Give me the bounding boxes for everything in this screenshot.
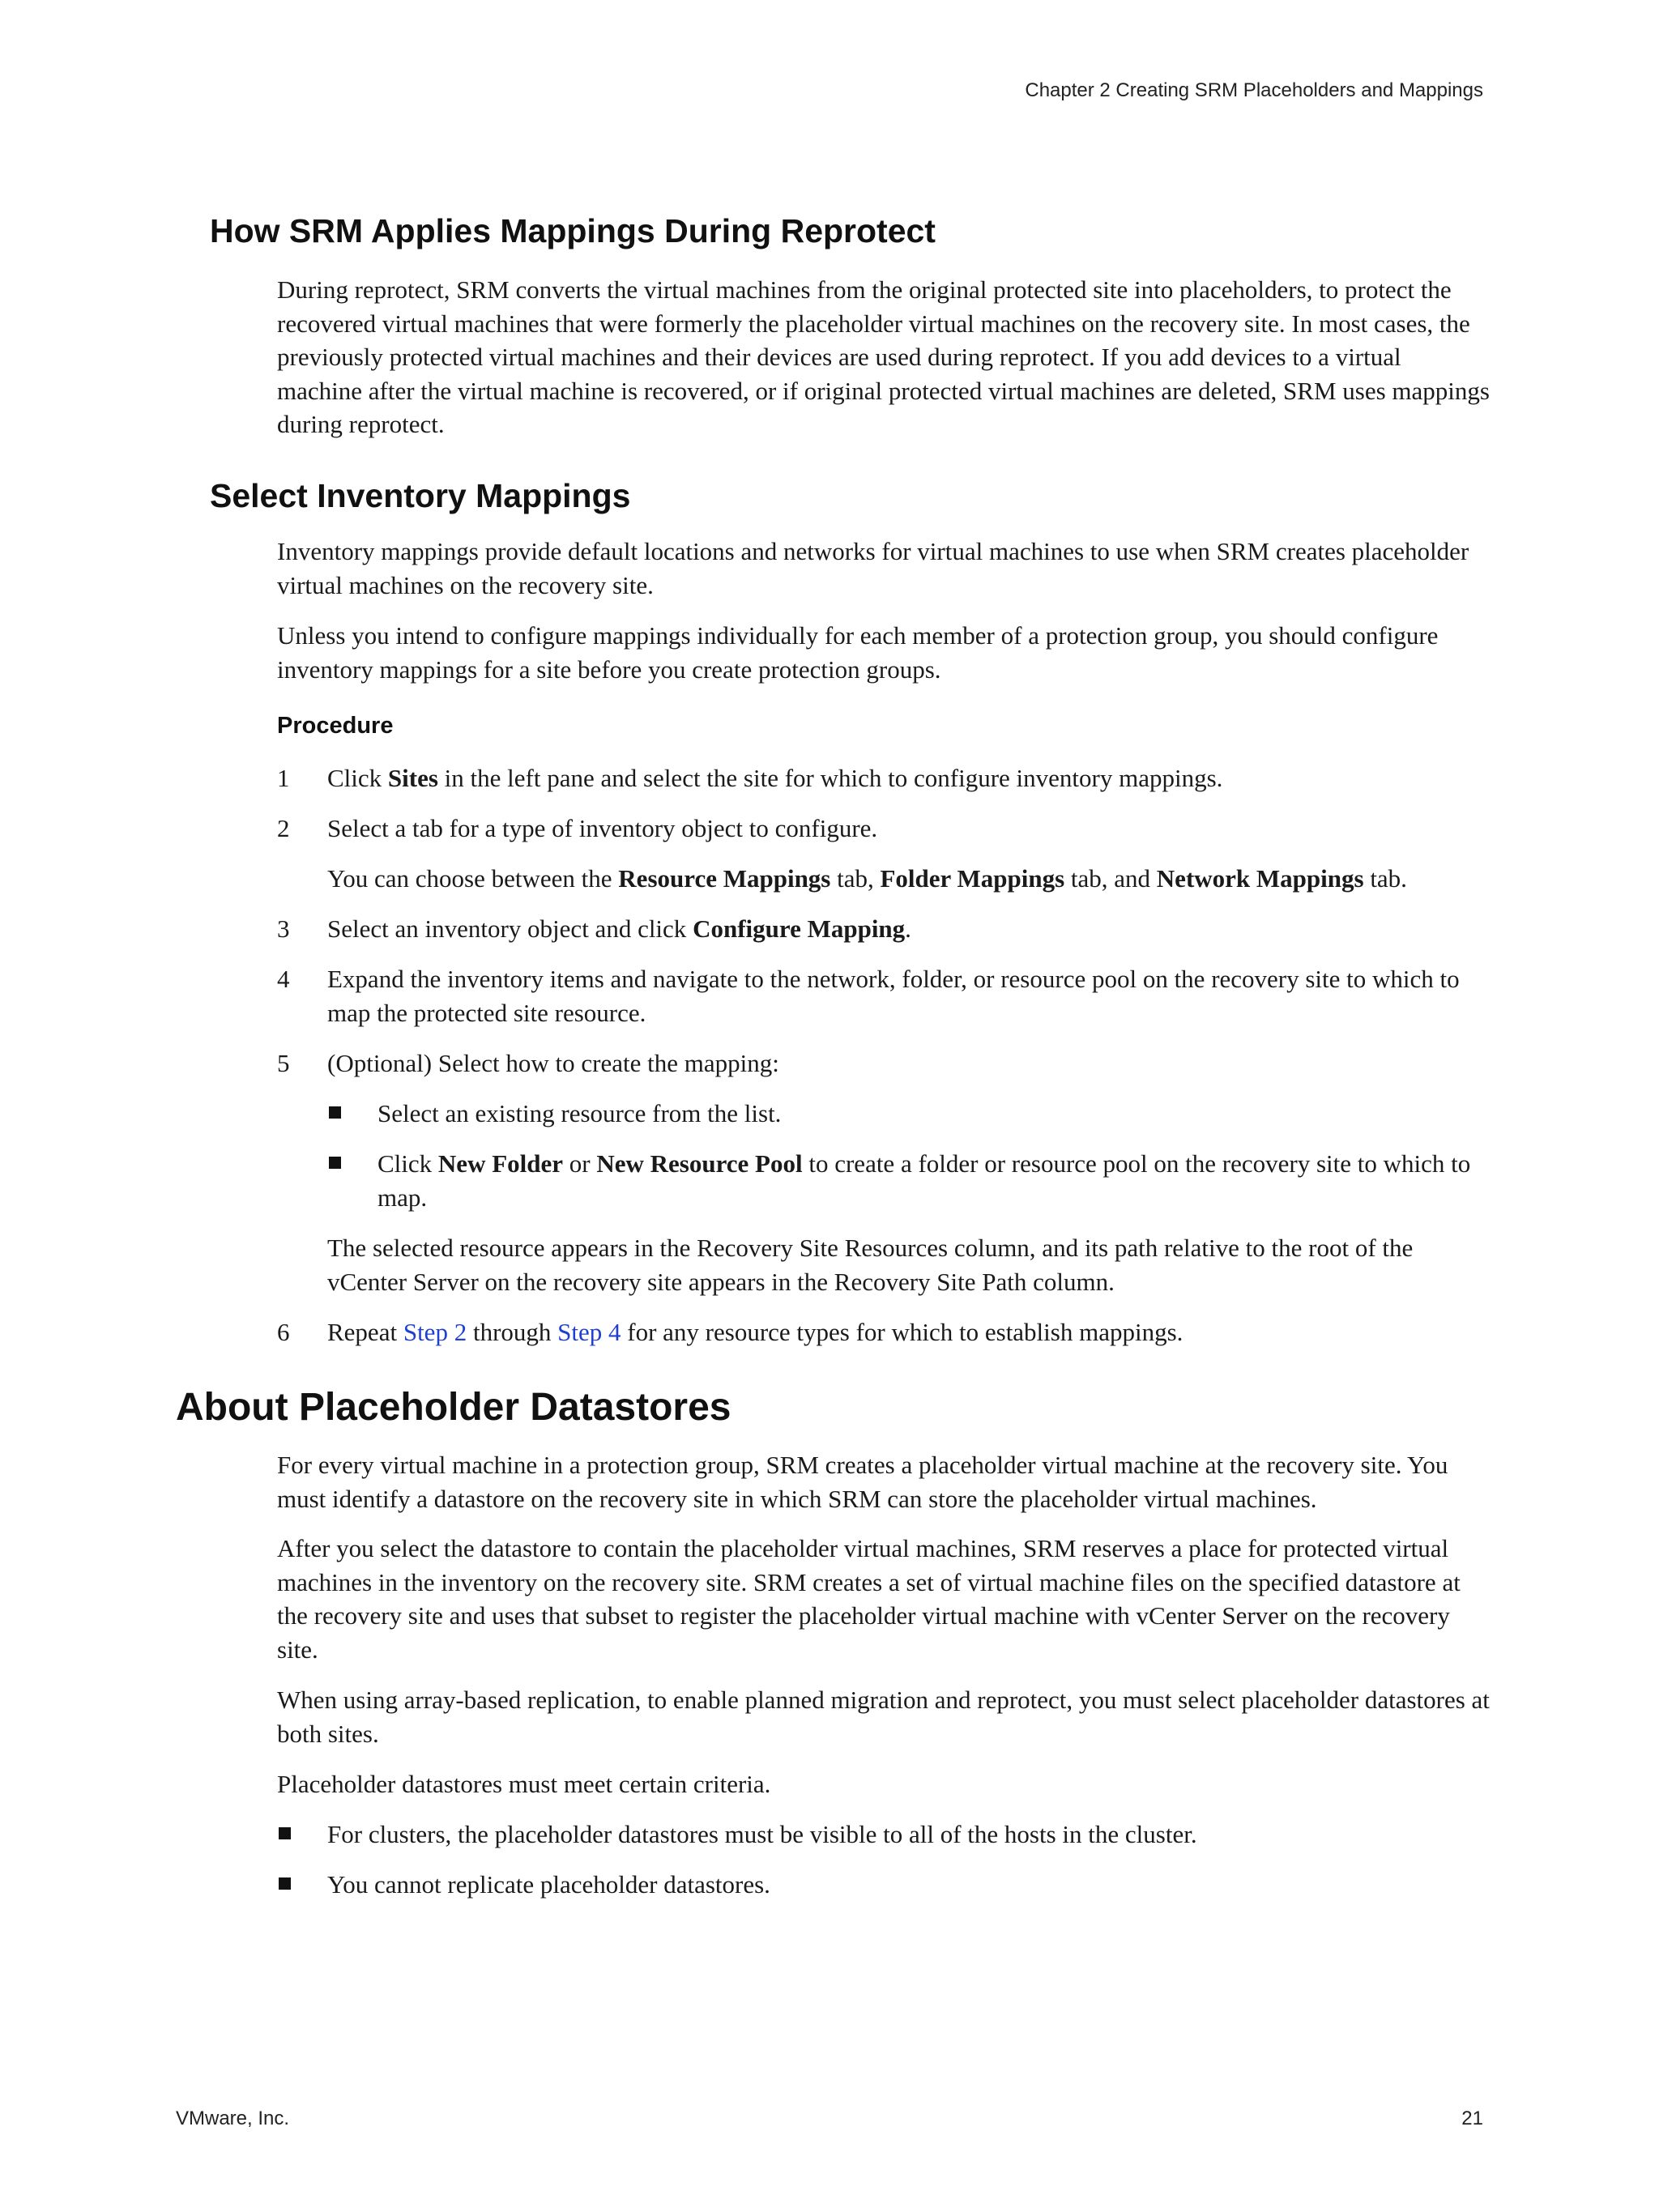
step-number: 6 (277, 1318, 290, 1346)
step-5-option-new: Click New Folder or New Resource Pool to create a folder or resource pool on the recovery site to which to map. (377, 1149, 1471, 1212)
bullet-square-icon (279, 1827, 291, 1839)
ui-label-folder-mappings: Folder Mappings (880, 864, 1065, 893)
step-4: Expand the inventory items and navigate to the network, folder, or resource pool on the recovery site to which to map the protected site resource. (327, 965, 1460, 1027)
inventory-intro: Inventory mappings provide default locations and networks for virtual machines to use when SRM creates placeholder virtual machines on the recovery site. (277, 537, 1469, 599)
section-title-reprotect: How SRM Applies Mappings During Reprotect (210, 212, 936, 249)
page-number: 21 (1461, 2108, 1483, 2129)
step-number: 4 (277, 965, 290, 993)
placeholder-p1: For every virtual machine in a protection group, SRM creates a placeholder virtual machine at the recovery site. You must identify a datastore on the recovery site in which SRM can store the placeholder virtual machines. (277, 1451, 1448, 1513)
step-number: 5 (277, 1049, 290, 1077)
step-2-note: You can choose between the Resource Mappings tab, Folder Mappings tab, and Network Mappings tab. (327, 864, 1407, 893)
reprotect-body: During reprotect, SRM converts the virtual machines from the original protected site into placeholders, to protect the recovered virtual machines that were formerly the placeholder virtual machines on the recovery site. In most cases, the previously protected virtual machines and their devices are used during reprotect. If you add devices to a virtual machine after the virtual machine is recovered, or if original protected virtual machines are deleted, SRM uses mappings during reprotect. (277, 275, 1490, 438)
ui-label-new-resource-pool: New Resource Pool (596, 1149, 803, 1178)
step-2: Select a tab for a type of inventory object to configure. (327, 814, 878, 842)
placeholder-p3: When using array-based replication, to enable planned migration and reprotect, you must select placeholder datastores at both sites. (277, 1686, 1490, 1748)
placeholder-p2: After you select the datastore to contain the placeholder virtual machines, SRM reserves a place for protected virtual machines in the inventory on the recovery site. SRM creates a set of virtual machine files on the specified datastore at the recovery site and uses that subset to register the placeholder virtual machine with vCenter Server on the recovery site. (277, 1534, 1461, 1664)
step-3: Select an inventory object and click Configure Mapping. (327, 914, 911, 943)
bullet-square-icon (329, 1157, 341, 1169)
ui-label-configure-mapping: Configure Mapping (693, 914, 906, 943)
step-5: (Optional) Select how to create the mapping: (327, 1049, 779, 1077)
section-title-inventory: Select Inventory Mappings (210, 477, 631, 514)
ui-label-sites: Sites (387, 764, 438, 792)
placeholder-p4: Placeholder datastores must meet certain criteria. (277, 1770, 771, 1798)
step-number: 3 (277, 914, 290, 943)
running-header: Chapter 2 Creating SRM Placeholders and Mappings (1025, 79, 1483, 101)
link-step-4[interactable]: Step 4 (557, 1318, 621, 1346)
ui-label-network-mappings: Network Mappings (1156, 864, 1364, 893)
bullet-square-icon (279, 1877, 291, 1890)
step-6: Repeat Step 2 through Step 4 for any resource types for which to establish mappings. (327, 1318, 1183, 1346)
bullet-square-icon (329, 1106, 341, 1119)
step-5-option-existing: Select an existing resource from the list. (377, 1099, 782, 1127)
step-number: 1 (277, 764, 290, 792)
section-title-placeholder: About Placeholder Datastores (176, 1386, 731, 1429)
ui-label-resource-mappings: Resource Mappings (618, 864, 831, 893)
inventory-note: Unless you intend to configure mappings individually for each member of a protection group, you should configure inventory mappings for a site before you create protection groups. (277, 621, 1439, 684)
step-5-result: The selected resource appears in the Recovery Site Resources column, and its path relative to the root of the vCenter Server on the recovery site appears in the Recovery Site Path column. (327, 1234, 1414, 1296)
step-number: 2 (277, 814, 290, 842)
link-step-2[interactable]: Step 2 (403, 1318, 467, 1346)
step-1: Click Sites in the left pane and select the site for which to configure inventory mappings. (327, 764, 1223, 792)
ui-label-new-folder: New Folder (437, 1149, 564, 1178)
procedure-label: Procedure (277, 713, 394, 739)
criteria-item: You cannot replicate placeholder datastores. (327, 1870, 770, 1899)
footer-company: VMware, Inc. (176, 2108, 290, 2129)
criteria-item: For clusters, the placeholder datastores must be visible to all of the hosts in the cluster. (327, 1820, 1197, 1848)
